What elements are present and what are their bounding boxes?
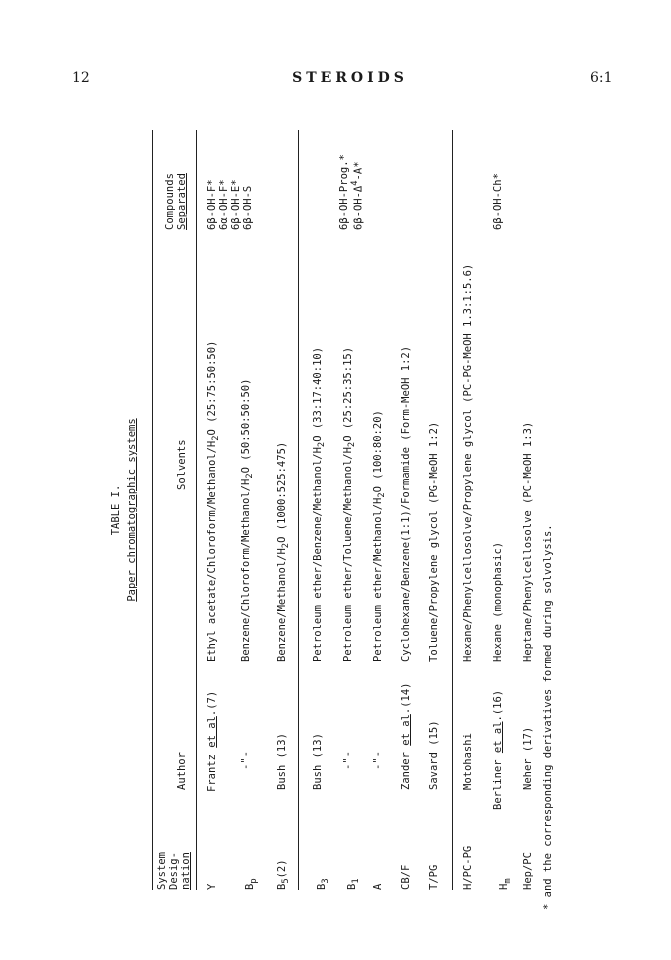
cell-author: Motohashi [462, 733, 474, 790]
col-header-compounds: Compounds Separated [164, 173, 189, 230]
compounds-group-1: 6β-OH-F* 6α-OH-F* 6β-OH-E* 6β-OH-S [206, 179, 255, 230]
cell-author: -"- [372, 751, 384, 770]
volume-issue: 6:1 [590, 70, 613, 86]
cell-system: $B_p$ [244, 878, 260, 890]
page-number: 12 [72, 70, 90, 86]
cell-author: -"- [240, 751, 252, 770]
col-header-author: Author [176, 752, 188, 790]
rule-group-1 [298, 130, 299, 890]
cell-author: Bush (13) [276, 733, 288, 790]
cell-author: Bush (13) [312, 733, 324, 790]
rule-header [196, 130, 197, 890]
cell-author: -"- [342, 751, 354, 770]
cell-system: $B_3$ [316, 878, 332, 890]
cell-solvent: Toluene/Propylene glycol (PG-MeOH 1:2) [428, 421, 440, 662]
cell-solvent: Benzene/$Methanol/H_2O$ (1000:525:475) [276, 441, 292, 662]
cell-solvent: Cyclohexane/Benzene(1:1)/Formamide (Form-MeOH 1:2) [400, 345, 412, 662]
table-subtitle: Paper chromatographic systems [126, 418, 138, 602]
cell-system: CB/F [400, 864, 412, 890]
cell-author: Savard (15) [428, 720, 440, 790]
cell-system: H/PC-PG [462, 845, 474, 890]
cell-solvent: Petroleum ether/$Methanol/H_2O$ (100:80:20) [372, 410, 388, 662]
cell-system: A [372, 883, 384, 890]
col-header-solvents: Solvents [176, 439, 188, 490]
cell-author: Berliner et al.(16) [492, 689, 504, 810]
cell-author: Neher (17) [522, 726, 534, 790]
cell-solvent: Hexane (monophasic) [492, 541, 504, 662]
cell-solvent: Heptane/Phenylcellosolve (PC-MeOH 1:3) [522, 421, 534, 662]
rotated-table [100, 100, 560, 920]
cell-author: Frantz et al.(7) [206, 690, 218, 792]
cell-system: $B_1$ [346, 878, 362, 890]
cell-solvent: Benzene/$Chloroform/Methanol/H_2O$ (50:50:50:50) [240, 378, 256, 662]
cell-author: Zander et al.(14) [400, 682, 412, 790]
table-footnote: * and the corresponding derivatives formed during solvolysis. [542, 524, 554, 910]
cell-solvent: Petroleum ether/$Toluene/Methanol/H_2O$ (25:25:35:15) [342, 346, 358, 662]
cell-compounds: 6β-OH-Ch* [492, 173, 504, 230]
rule-top [152, 130, 153, 890]
cell-system: Y [206, 883, 218, 890]
cell-system: $B_5(2)$ [276, 859, 292, 890]
cell-system: Hep/PC [522, 852, 534, 890]
compounds-group-2: 6β-OH-Prog.* $6\beta-OH-\Delta^4-A*$ [338, 154, 365, 230]
cell-system: $H_m$ [498, 878, 514, 890]
cell-solvent: Ethyl acetate/$Chloroform/Methanol/H_2O$ (25:75:50:50) [206, 340, 222, 662]
cell-solvent: Petroleum ether/$Benzene/Methanol/H_2O$ (33:17:40:10) [312, 346, 328, 662]
col-header-system: System Desig- nation [156, 852, 193, 890]
table-caption: TABLE I. [110, 484, 122, 536]
cell-system: T/PG [428, 864, 440, 890]
cell-solvent: Hexane/Phenylcellosolve/Propylene glycol (PC-PG-MeOH 1.3:1:5.6) [462, 263, 474, 662]
rule-group-2 [452, 130, 453, 890]
journal-title: STEROIDS [292, 70, 408, 86]
